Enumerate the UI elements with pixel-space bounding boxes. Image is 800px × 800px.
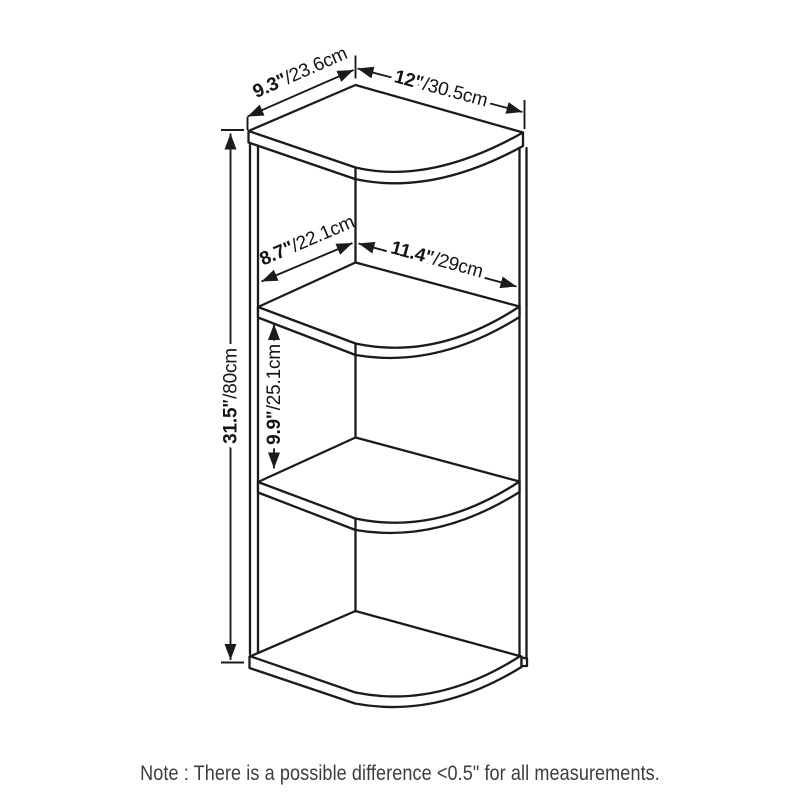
lower-shelf-board: [258, 438, 520, 533]
measurement-note: Note : There is a possible difference <0.5" for all measurements.: [140, 762, 660, 785]
bottom-shelf-board: [250, 611, 522, 707]
shelf-boards: [249, 85, 528, 707]
dim-label-shelf-width: 11.4"/29cm: [388, 236, 486, 283]
bottom-right-foot: [522, 658, 528, 667]
dim-label-top-width: 12"/30.5cm: [392, 65, 490, 112]
shelf-side-panels: [250, 143, 527, 658]
dim-label-shelf-depth: 8.7"/22.1cm: [256, 211, 358, 270]
dim-label-overall-height: 31.5"/80cm: [220, 348, 241, 444]
dim-label-shelf-spacing: 9.9"/25.1cm: [263, 344, 285, 445]
dim-label-top-depth: 9.3"/23.6cm: [249, 42, 351, 103]
